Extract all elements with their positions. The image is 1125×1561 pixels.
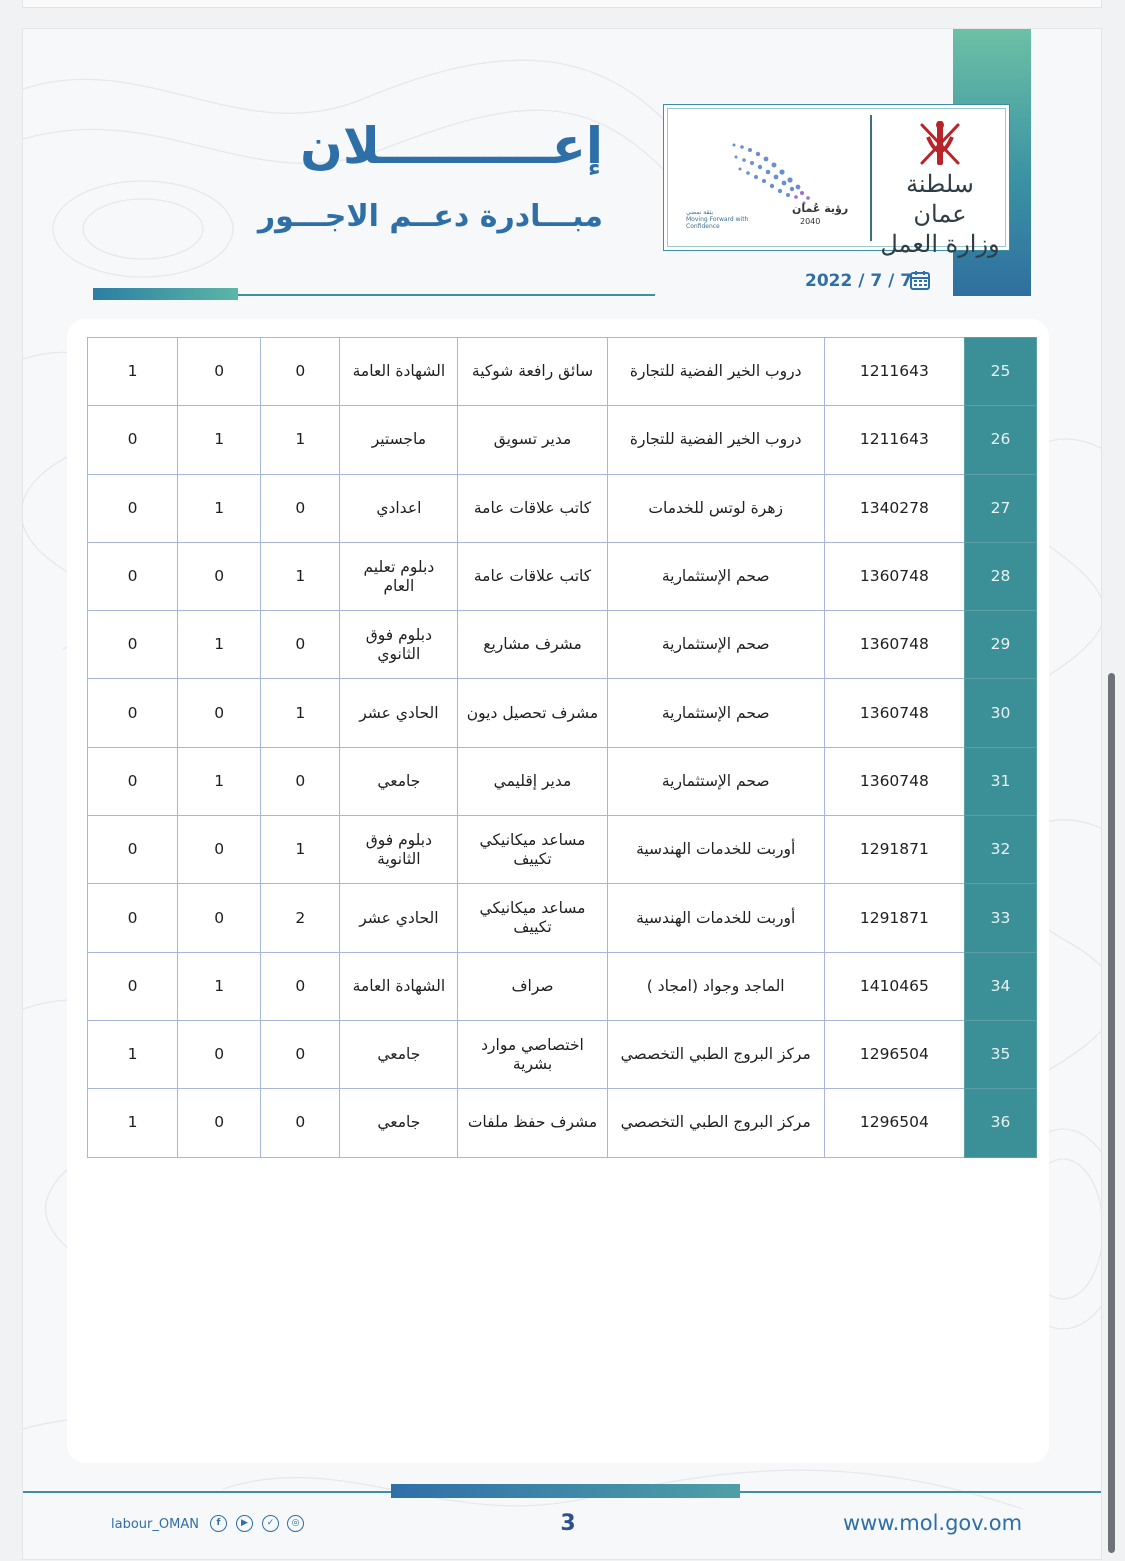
document-page (22, 28, 1102, 1560)
job-title-cell: مدير تسويق (458, 406, 607, 474)
count-cell: 0 (261, 747, 340, 815)
qualification-cell: دبلوم فوق الثانوي (340, 611, 458, 679)
company-name-cell: أوربت للخدمات الهندسية (607, 884, 824, 952)
qualification-cell: دبلوم فوق الثانوية (340, 816, 458, 884)
calendar-icon (909, 269, 931, 291)
count-cell: 1 (178, 952, 261, 1020)
row-number-cell: 26 (964, 406, 1036, 474)
job-title-cell: كاتب علاقات عامة (458, 474, 607, 542)
qualification-cell: ماجستير (340, 406, 458, 474)
company-name-cell: صحم الإستثمارية (607, 611, 824, 679)
table-row (88, 338, 1037, 406)
ministry-name (880, 169, 1000, 259)
count-cell: 0 (88, 816, 178, 884)
job-title-cell: مشرف تحصيل ديون (458, 679, 607, 747)
vertical-scrollbar[interactable] (1108, 673, 1115, 1553)
qualification-cell: الشهادة العامة (340, 338, 458, 406)
sultanate-label: سلطنة عمان (906, 170, 974, 228)
job-title-cell: اختصاصي موارد بشرية (458, 1020, 607, 1088)
count-cell: 1 (88, 1089, 178, 1157)
ministry-logo-panel (663, 104, 1010, 258)
company-name-cell: صحم الإستثمارية (607, 747, 824, 815)
row-number-cell: 29 (964, 611, 1036, 679)
page-title: إعــــــــــلان (300, 117, 603, 175)
count-cell: 0 (88, 952, 178, 1020)
count-cell: 2 (261, 884, 340, 952)
qualification-cell: الحادي عشر (340, 679, 458, 747)
count-cell: 0 (261, 338, 340, 406)
row-number-cell: 31 (964, 747, 1036, 815)
vision-year: 2040 (800, 217, 821, 226)
count-cell: 1 (88, 338, 178, 406)
count-cell: 0 (88, 747, 178, 815)
count-cell: 1 (178, 406, 261, 474)
vision-label: رؤية عُمان (792, 202, 849, 215)
row-number-cell: 27 (964, 474, 1036, 542)
table-row (88, 816, 1037, 884)
count-cell: 0 (261, 611, 340, 679)
oman-emblem-icon (912, 117, 968, 173)
company-name-cell: صحم الإستثمارية (607, 679, 824, 747)
table-row (88, 1089, 1037, 1157)
page-number: 3 (560, 1511, 576, 1536)
table-row (88, 884, 1037, 952)
qualification-cell: دبلوم تعليم العام (340, 542, 458, 610)
count-cell: 0 (178, 884, 261, 952)
announcement-date: 2022 / 7 / 7 (805, 271, 913, 291)
title-underline-accent (93, 288, 238, 300)
registration-number-cell: 1296504 (824, 1089, 964, 1157)
count-cell: 0 (88, 611, 178, 679)
social-handle[interactable]: labour_OMAN (111, 1517, 199, 1532)
row-number-cell: 25 (964, 338, 1036, 406)
count-cell: 0 (261, 474, 340, 542)
ministry-label: وزارة العمل (880, 230, 1000, 258)
count-cell: 0 (88, 406, 178, 474)
registration-number-cell: 1291871 (824, 884, 964, 952)
job-title-cell: سائق رافعة شوكية (458, 338, 607, 406)
youtube-icon[interactable]: ▶ (236, 1515, 253, 1532)
count-cell: 0 (178, 1089, 261, 1157)
qualification-cell: جامعي (340, 1089, 458, 1157)
registration-number-cell: 1296504 (824, 1020, 964, 1088)
jobs-table (87, 337, 1037, 1158)
row-number-cell: 32 (964, 816, 1036, 884)
count-cell: 0 (261, 1020, 340, 1088)
tagline-arabic: بثقة نمضي (686, 209, 713, 216)
count-cell: 1 (178, 611, 261, 679)
company-name-cell: دروب الخير الفضية للتجارة (607, 338, 824, 406)
qualification-cell: جامعي (340, 1020, 458, 1088)
company-name-cell: أوربت للخدمات الهندسية (607, 816, 824, 884)
registration-number-cell: 1360748 (824, 611, 964, 679)
registration-number-cell: 1340278 (824, 474, 964, 542)
company-name-cell: مركز البروج الطبي التخصصي (607, 1020, 824, 1088)
row-number-cell: 28 (964, 542, 1036, 610)
count-cell: 0 (88, 679, 178, 747)
row-number-cell: 35 (964, 1020, 1036, 1088)
table-row (88, 679, 1037, 747)
count-cell: 0 (88, 542, 178, 610)
table-row (88, 474, 1037, 542)
vision-tagline (686, 209, 754, 230)
count-cell: 1 (178, 474, 261, 542)
count-cell: 0 (261, 952, 340, 1020)
jobs-table-body (88, 338, 1037, 1158)
footer-accent-bar (391, 1484, 740, 1498)
website-link[interactable]: www.mol.gov.om (843, 1511, 1023, 1535)
row-number-cell: 30 (964, 679, 1036, 747)
table-row (88, 1020, 1037, 1088)
count-cell: 1 (261, 679, 340, 747)
company-name-cell: زهرة لوتس للخدمات (607, 474, 824, 542)
qualification-cell: اعدادي (340, 474, 458, 542)
count-cell: 0 (178, 1020, 261, 1088)
count-cell: 0 (88, 884, 178, 952)
count-cell: 0 (261, 1089, 340, 1157)
company-name-cell: صحم الإستثمارية (607, 542, 824, 610)
job-title-cell: مشرف حفظ ملفات (458, 1089, 607, 1157)
registration-number-cell: 1211643 (824, 406, 964, 474)
instagram-icon[interactable]: ◎ (287, 1515, 304, 1532)
page-subtitle: مبـــادرة دعــم الاجـــور (257, 199, 603, 234)
table-row (88, 952, 1037, 1020)
count-cell: 0 (178, 338, 261, 406)
count-cell: 0 (178, 542, 261, 610)
count-cell: 0 (178, 679, 261, 747)
registration-number-cell: 1211643 (824, 338, 964, 406)
previous-page-edge (22, 0, 1102, 8)
count-cell: 0 (88, 474, 178, 542)
qualification-cell: جامعي (340, 747, 458, 815)
job-title-cell: مساعد ميكانيكي تكييف (458, 816, 607, 884)
count-cell: 1 (88, 1020, 178, 1088)
table-row (88, 611, 1037, 679)
company-name-cell: الماجد وجواد (امجاد ) (607, 952, 824, 1020)
registration-number-cell: 1360748 (824, 679, 964, 747)
registration-number-cell: 1410465 (824, 952, 964, 1020)
registration-number-cell: 1360748 (824, 747, 964, 815)
registration-number-cell: 1291871 (824, 816, 964, 884)
row-number-cell: 34 (964, 952, 1036, 1020)
row-number-cell: 36 (964, 1089, 1036, 1157)
company-name-cell: دروب الخير الفضية للتجارة (607, 406, 824, 474)
job-title-cell: مدير إقليمي (458, 747, 607, 815)
row-number-cell: 33 (964, 884, 1036, 952)
table-card (67, 319, 1049, 1463)
facebook-icon[interactable]: f (210, 1515, 227, 1532)
table-row (88, 542, 1037, 610)
count-cell: 1 (261, 542, 340, 610)
qualification-cell: الحادي عشر (340, 884, 458, 952)
count-cell: 1 (178, 747, 261, 815)
count-cell: 1 (261, 406, 340, 474)
job-title-cell: كاتب علاقات عامة (458, 542, 607, 610)
count-cell: 1 (261, 816, 340, 884)
job-title-cell: مساعد ميكانيكي تكييف (458, 884, 607, 952)
count-cell: 0 (178, 816, 261, 884)
job-title-cell: صراف (458, 952, 607, 1020)
company-name-cell: مركز البروج الطبي التخصصي (607, 1089, 824, 1157)
twitter-icon[interactable]: ✓ (262, 1515, 279, 1532)
qualification-cell: الشهادة العامة (340, 952, 458, 1020)
job-title-cell: مشرف مشاريع (458, 611, 607, 679)
tagline-english: Moving Forward with Confidence (686, 216, 749, 230)
table-row (88, 747, 1037, 815)
registration-number-cell: 1360748 (824, 542, 964, 610)
table-row (88, 406, 1037, 474)
